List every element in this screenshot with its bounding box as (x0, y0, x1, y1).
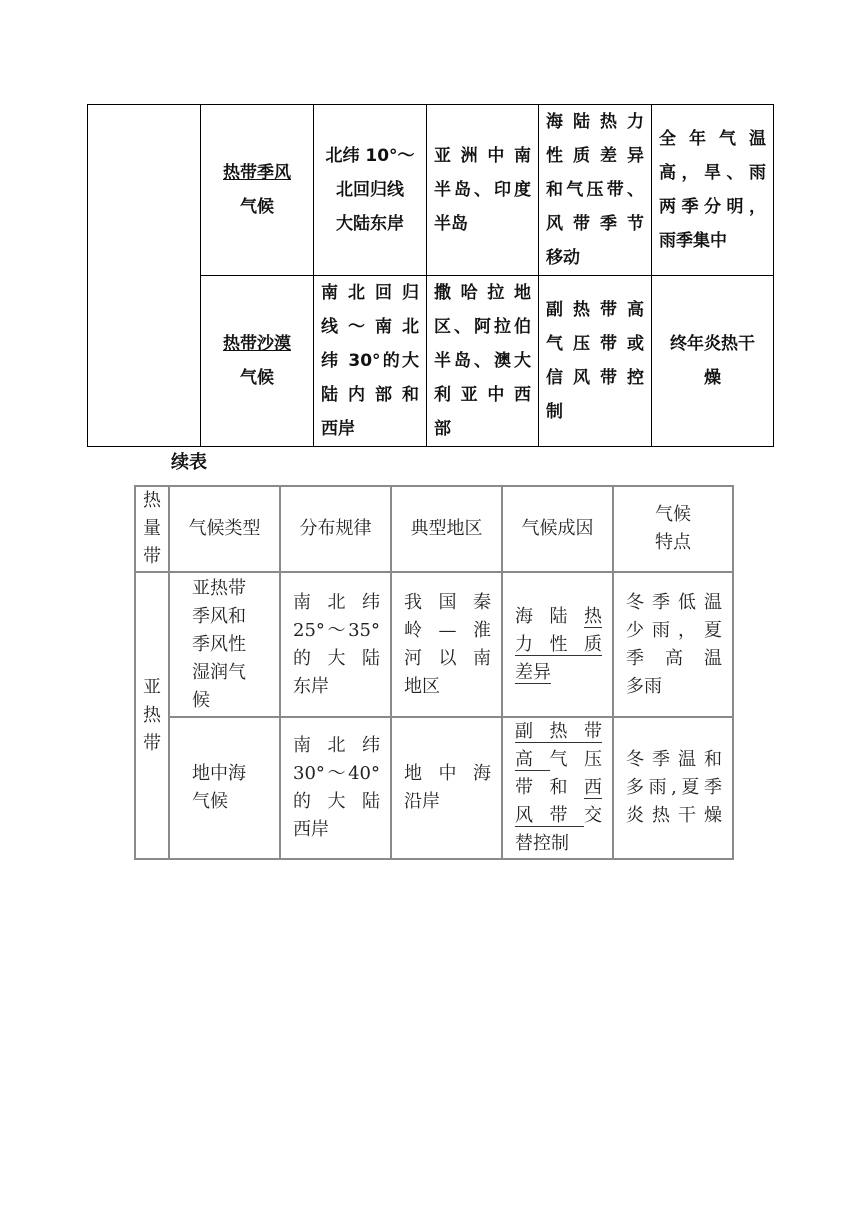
cause-cell: 海陆热力 性质差异 和气压带、 风带季节 移动 (539, 105, 652, 276)
header-distribution: 分布规律 (280, 486, 391, 572)
climate-type-cell: 亚热带 季风和 季风性 湿润气 候 (169, 572, 280, 717)
cause-cell: 副热带高 气压带或 信风带控 制 (539, 276, 652, 447)
distribution-cell: 南北回归 线～南北 纬 30°的大 陆内部和 西岸 (314, 276, 427, 447)
table-row (135, 572, 733, 717)
table-row (88, 105, 774, 276)
header-belt: 热 量 带 (135, 486, 169, 572)
feature-cell: 冬季低温 少雨，夏 季高温 多雨 (613, 572, 733, 717)
climate-table-part2 (134, 485, 734, 860)
feature-cell: 终年炎热干 燥 (652, 276, 774, 447)
cause-cell: 副热带 高气压 带和西 风带交 替控制 (502, 717, 613, 859)
distribution-cell: 南北纬 25°～35° 的大陆 东岸 (280, 572, 391, 717)
climate-type-cell: 热带沙漠 气候 (201, 276, 314, 447)
header-feature: 气候 特点 (613, 486, 733, 572)
header-cause: 气候成因 (502, 486, 613, 572)
climate-table-part1 (87, 104, 774, 447)
header-row (135, 486, 733, 572)
feature-cell: 冬季温和 多雨,夏季 炎热干燥 (613, 717, 733, 859)
climate-type-cell: 地中海 气候 (169, 717, 280, 859)
distribution-cell: 北纬 10°～ 北回归线 大陆东岸 (314, 105, 427, 276)
cause-cell: 海陆热 力性质 差异 (502, 572, 613, 717)
region-cell: 亚洲中南 半岛、印度 半岛 (427, 105, 539, 276)
region-cell: 地中海 沿岸 (391, 717, 502, 859)
feature-cell: 全年气温 高，旱、雨 两季分明， 雨季集中 (652, 105, 774, 276)
belt-cell: 亚 热 带 (135, 572, 169, 859)
region-cell: 撒哈拉地 区、阿拉伯 半岛、澳大 利亚中西 部 (427, 276, 539, 447)
distribution-cell: 南北纬 30°～40° 的大陆 西岸 (280, 717, 391, 859)
header-type: 气候类型 (169, 486, 280, 572)
belt-cell (88, 105, 201, 447)
climate-type-cell: 热带季风 气候 (201, 105, 314, 276)
table-row (135, 717, 733, 859)
region-cell: 我国秦 岭—淮 河以南 地区 (391, 572, 502, 717)
table-caption: 续表 (171, 452, 207, 473)
header-region: 典型地区 (391, 486, 502, 572)
